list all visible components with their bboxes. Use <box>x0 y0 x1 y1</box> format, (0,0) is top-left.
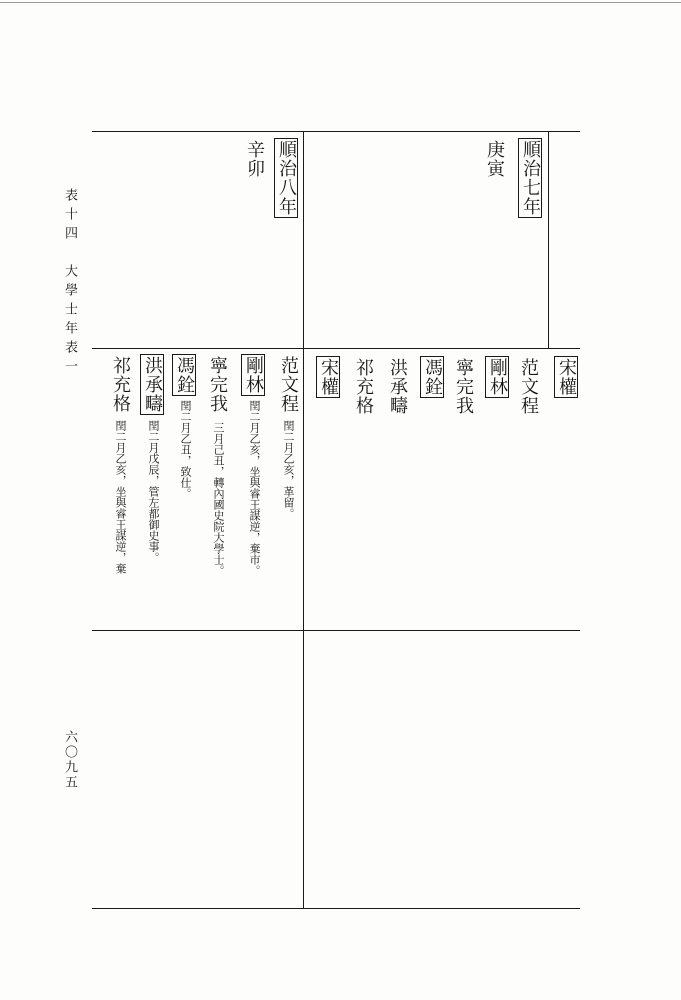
col2-note-5: 閏二月乙丑，致仕。 <box>179 400 192 499</box>
col1-name-3: 剛林 <box>487 358 508 396</box>
table-bottom-rule <box>92 908 580 909</box>
col1-name-1: 宋權 <box>556 358 577 396</box>
col1-name-5: 馮銓 <box>422 358 443 396</box>
year-era-2: 順治八年 <box>276 140 297 216</box>
col2-note-7: 閏二月乙亥，坐與睿王謀逆，棄 <box>114 420 127 574</box>
col2-note-4: 三月己丑，轉內國史院大學士。 <box>212 422 225 576</box>
col2-note-2: 閏二月乙亥，革留。 <box>282 420 295 519</box>
col2-name-4: 寧完我 <box>207 356 228 413</box>
col2-name-6: 洪承疇 <box>142 356 163 413</box>
year-era-1: 順治七年 <box>520 140 541 216</box>
col2-name-3: 剛林 <box>243 356 264 394</box>
year-ganzhi-1: 庚寅 <box>484 140 505 178</box>
table-top-rule <box>92 131 580 132</box>
year-ganzhi-2: 辛卯 <box>244 140 265 178</box>
col2-name-2: 范文程 <box>278 356 299 413</box>
col1-name-7: 祁充格 <box>353 358 374 415</box>
col2-name-5: 馮銓 <box>174 356 195 394</box>
col1-name-4: 寧完我 <box>453 358 474 415</box>
col2-note-3: 閏二月乙亥，坐與睿王謀逆，棄市。 <box>248 400 261 576</box>
col1-name-6: 洪承疇 <box>387 358 408 415</box>
col2-note-6: 閏二月戊辰，管左都御史事。 <box>147 420 160 563</box>
page-number: 六〇九五 <box>62 730 77 790</box>
right-column-rule <box>548 131 549 349</box>
names-bottom-rule <box>92 630 580 631</box>
names-top-rule <box>92 348 580 349</box>
col1-name-2: 范文程 <box>518 358 539 415</box>
side-title: 表十四 大學士年表一 <box>62 188 77 378</box>
top-border <box>0 2 681 3</box>
middle-column-rule <box>303 131 304 909</box>
col2-name-1: 宋權 <box>318 358 339 396</box>
col2-name-7: 祁充格 <box>110 356 131 413</box>
